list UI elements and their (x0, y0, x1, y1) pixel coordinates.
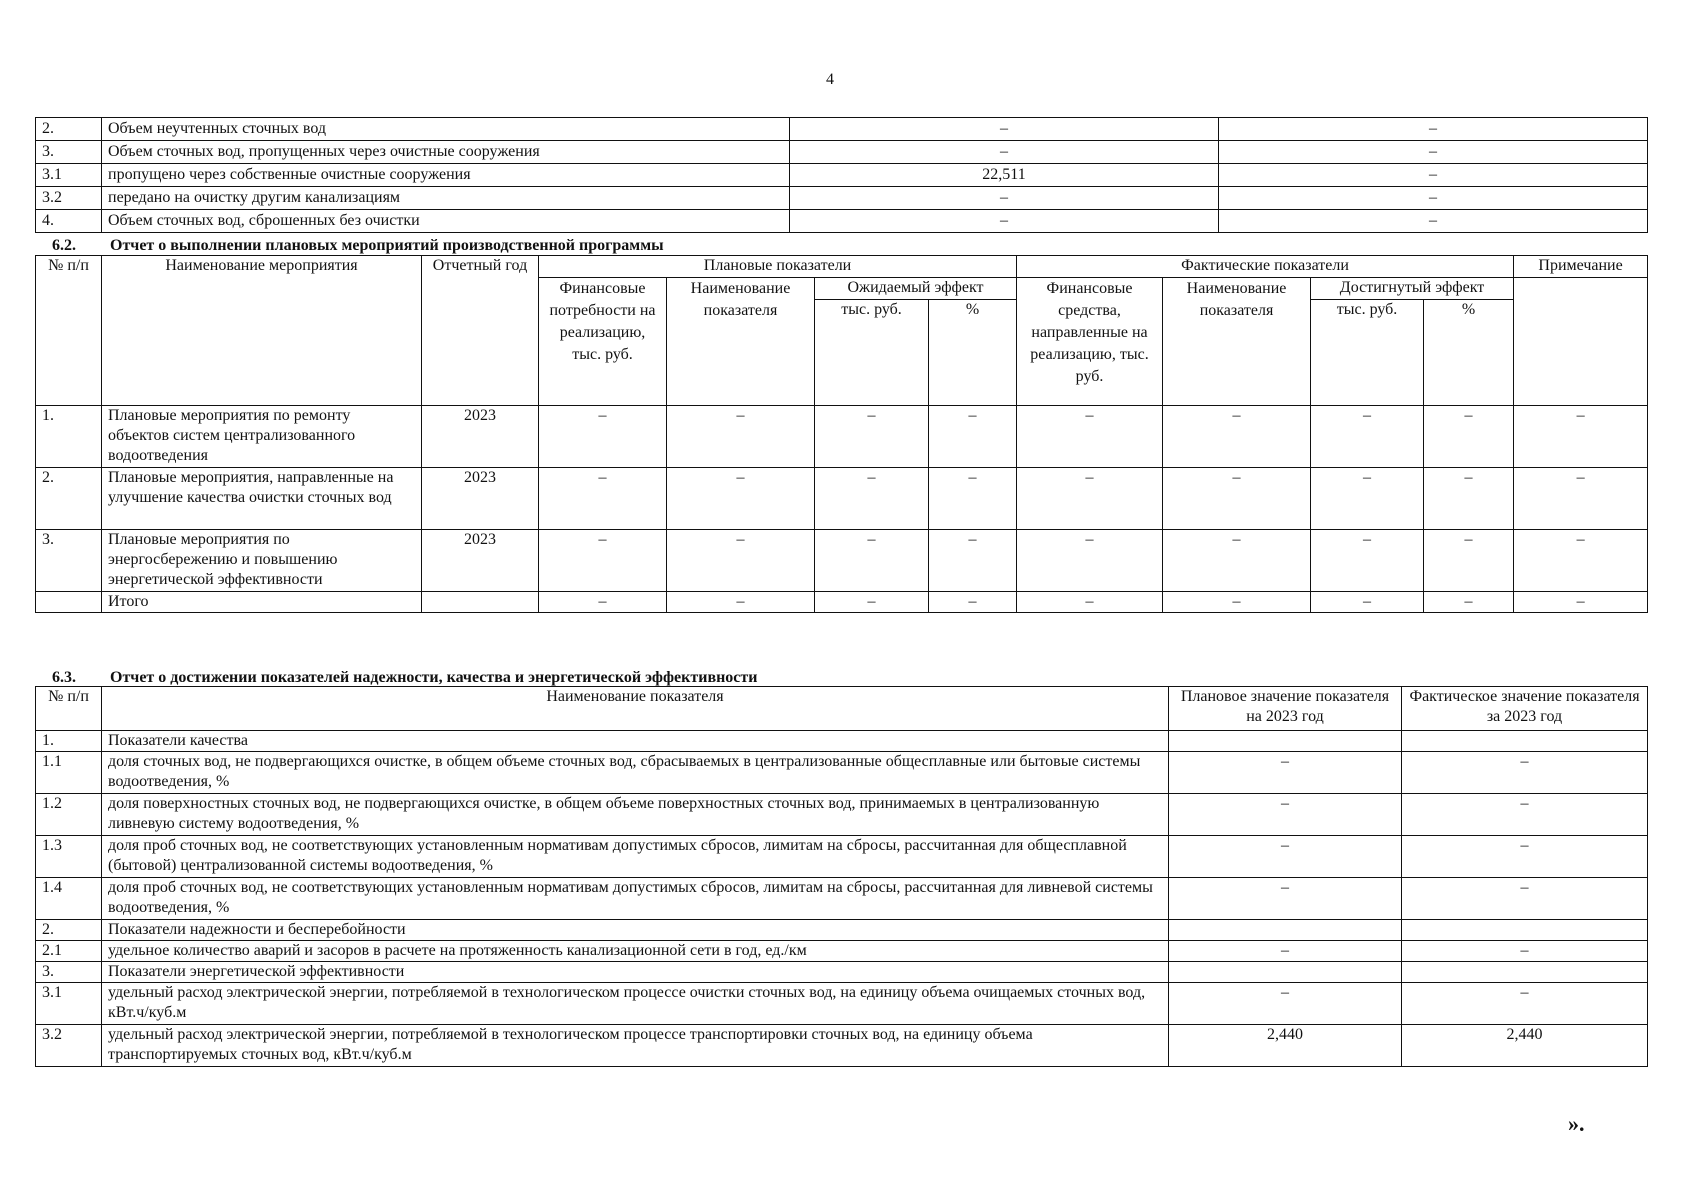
plan-value (1169, 731, 1402, 752)
table-row (36, 878, 1648, 920)
plan-value: – (1169, 983, 1402, 1025)
table-row (36, 941, 1648, 962)
table-row (36, 962, 1648, 983)
measure-value: – (1514, 468, 1648, 530)
report-year: 2023 (422, 406, 539, 468)
measure-value: – (539, 406, 667, 468)
row-number: 2. (36, 468, 102, 530)
row-number: 3.2 (36, 187, 102, 210)
row-value: – (1219, 118, 1648, 141)
plan-value (1169, 920, 1402, 941)
col-plan-value-header: Плановое значение показателя на 2023 год (1169, 687, 1402, 731)
fact-value: – (1402, 878, 1648, 920)
indicator-name: доля поверхностных сточных вод, не подвергающихся очистке, в общем объеме поверхностных сточных вод, принимаемых в централизованную ливневую систему водоотведения, % (102, 794, 1169, 836)
row-value: – (790, 187, 1219, 210)
closing-mark: ». (1568, 1111, 1585, 1136)
total-row (36, 592, 1648, 613)
report-year (422, 592, 539, 613)
row-number: 1. (36, 406, 102, 468)
total-value: – (539, 592, 667, 613)
indicator-name: Показатели энергетической эффективности (102, 962, 1169, 983)
total-value: – (1017, 592, 1163, 613)
total-value: – (667, 592, 815, 613)
fact-indicator-name-header: Наименование показателя (1163, 278, 1311, 406)
section-6-2-title: 6.2. Отчет о выполнении плановых мероприятий производственной программы (52, 237, 664, 254)
row-value: – (1219, 141, 1648, 164)
table-row (36, 406, 1648, 468)
report-year: 2023 (422, 468, 539, 530)
total-label: Итого (102, 592, 422, 613)
measure-value: – (539, 468, 667, 530)
row-name: Объем сточных вод, сброшенных без очистки (102, 210, 790, 233)
page-number: 4 (826, 71, 834, 88)
total-value: – (1514, 592, 1648, 613)
row-value: – (1219, 164, 1648, 187)
table-row (36, 118, 1648, 141)
indicator-name: доля проб сточных вод, не соответствующих установленным нормативам допустимых сбросов, лимитам на сбросы, рассчитанная для общесплавной (бытовой) централизованной системы водоотведения, % (102, 836, 1169, 878)
fact-value: – (1402, 941, 1648, 962)
row-number: 3.1 (36, 983, 102, 1025)
fact-value: – (1402, 752, 1648, 794)
col-num-header: № п/п (36, 687, 102, 731)
row-number: 1.2 (36, 794, 102, 836)
fact-value: 2,440 (1402, 1025, 1648, 1067)
fact-thous-header: тыс. руб. (1311, 300, 1424, 406)
plan-value: – (1169, 878, 1402, 920)
row-number: 1.3 (36, 836, 102, 878)
measure-value: – (1311, 468, 1424, 530)
row-number: 1.1 (36, 752, 102, 794)
fact-indicators-header: Фактические показатели (1017, 256, 1514, 278)
reliability-indicators-table (35, 686, 1648, 1067)
plan-indicators-header: Плановые показатели (539, 256, 1017, 278)
plan-indicator-name-header: Наименование показателя (667, 278, 815, 406)
fact-value (1402, 962, 1648, 983)
measure-value: – (1163, 406, 1311, 468)
col-name-header: Наименование мероприятия (102, 256, 422, 406)
plan-value (1169, 962, 1402, 983)
measure-value: – (815, 406, 929, 468)
table-row (36, 210, 1648, 233)
note-subheader (1514, 278, 1648, 406)
col-num-header: № п/п (36, 256, 102, 406)
col-indicator-name-header: Наименование показателя (102, 687, 1169, 731)
total-value: – (1424, 592, 1514, 613)
indicator-name: Показатели качества (102, 731, 1169, 752)
plan-effect-header: Ожидаемый эффект (815, 278, 1017, 300)
measure-value: – (929, 468, 1017, 530)
measure-value: – (1311, 406, 1424, 468)
row-number: 2. (36, 920, 102, 941)
planned-measures-table (35, 255, 1648, 613)
table-row (36, 983, 1648, 1025)
measure-value: – (667, 530, 815, 592)
measure-name: Плановые мероприятия, направленные на улучшение качества очистки сточных вод (102, 468, 422, 530)
row-number: 3. (36, 141, 102, 164)
table-row (36, 920, 1648, 941)
row-number (36, 592, 102, 613)
indicator-name: доля сточных вод, не подвергающихся очистке, в общем объеме сточных вод, сбрасываемых в централизованные общесплавные или бытовые системы водоотведения, % (102, 752, 1169, 794)
plan-value: – (1169, 794, 1402, 836)
plan-value: – (1169, 752, 1402, 794)
row-value: – (1219, 210, 1648, 233)
table-row (36, 468, 1648, 530)
row-name: Объем неучтенных сточных вод (102, 118, 790, 141)
measure-value: – (667, 468, 815, 530)
note-header: Примечание (1514, 256, 1648, 278)
measure-value: – (929, 406, 1017, 468)
table-row (36, 1025, 1648, 1067)
section-6-3-title: 6.3. Отчет о достижении показателей надежности, качества и энергетической эффективности (52, 669, 758, 686)
row-name: Объем сточных вод, пропущенных через очистные сооружения (102, 141, 790, 164)
total-value: – (815, 592, 929, 613)
plan-pct-header: % (929, 300, 1017, 406)
indicator-name: Показатели надежности и бесперебойности (102, 920, 1169, 941)
wastewater-volume-table (35, 117, 1648, 233)
measure-value: – (1424, 530, 1514, 592)
measure-value: – (929, 530, 1017, 592)
indicator-name: удельный расход электрической энергии, потребляемой в технологическом процессе очистки сточных вод, на единицу объема очищаемых сточных вод, кВт.ч/куб.м (102, 983, 1169, 1025)
row-value: – (790, 210, 1219, 233)
table-row (36, 187, 1648, 210)
total-value: – (929, 592, 1017, 613)
measure-value: – (815, 468, 929, 530)
row-number: 1. (36, 731, 102, 752)
measure-name: Плановые мероприятия по ремонту объектов систем централизованного водоотведения (102, 406, 422, 468)
fact-effect-header: Достигнутый эффект (1311, 278, 1514, 300)
row-number: 3. (36, 962, 102, 983)
plan-fin-header: Финансовые потребности на реализацию, тыс. руб. (539, 278, 667, 406)
measure-value: – (1424, 406, 1514, 468)
row-value: – (790, 118, 1219, 141)
row-value: – (790, 141, 1219, 164)
measure-value: – (1163, 468, 1311, 530)
table-row (36, 141, 1648, 164)
plan-value: 2,440 (1169, 1025, 1402, 1067)
table-row (36, 794, 1648, 836)
measure-value: – (1514, 406, 1648, 468)
table-row (36, 731, 1648, 752)
measure-value: – (1424, 468, 1514, 530)
measure-value: – (1514, 530, 1648, 592)
fact-value: – (1402, 983, 1648, 1025)
indicator-name: доля проб сточных вод, не соответствующих установленным нормативам допустимых сбросов, лимитам на сбросы, рассчитанная для ливневой системы водоотведения, % (102, 878, 1169, 920)
report-year: 2023 (422, 530, 539, 592)
measure-value: – (815, 530, 929, 592)
total-value: – (1311, 592, 1424, 613)
fact-pct-header: % (1424, 300, 1514, 406)
row-number: 4. (36, 210, 102, 233)
row-number: 1.4 (36, 878, 102, 920)
fact-value (1402, 920, 1648, 941)
table-row (36, 530, 1648, 592)
table-row (36, 836, 1648, 878)
measure-name: Плановые мероприятия по энергосбережению и повышению энергетической эффективности (102, 530, 422, 592)
col-fact-value-header: Фактическое значение показателя за 2023 год (1402, 687, 1648, 731)
plan-thous-header: тыс. руб. (815, 300, 929, 406)
measure-value: – (1017, 406, 1163, 468)
measure-value: – (667, 406, 815, 468)
indicator-name: удельный расход электрической энергии, потребляемой в технологическом процессе транспортировки сточных вод, на единицу объема транспортируемых сточных вод, кВт.ч/куб.м (102, 1025, 1169, 1067)
fact-value (1402, 731, 1648, 752)
row-number: 3. (36, 530, 102, 592)
row-name: передано на очистку другим канализациям (102, 187, 790, 210)
plan-value: – (1169, 836, 1402, 878)
measure-value: – (1017, 530, 1163, 592)
fact-value: – (1402, 794, 1648, 836)
fact-value: – (1402, 836, 1648, 878)
row-number: 2.1 (36, 941, 102, 962)
plan-value: – (1169, 941, 1402, 962)
col-year-header: Отчетный год (422, 256, 539, 406)
row-name: пропущено через собственные очистные сооружения (102, 164, 790, 187)
measure-value: – (1017, 468, 1163, 530)
fact-fin-header: Финансовые средства, направленные на реализацию, тыс. руб. (1017, 278, 1163, 406)
row-number: 3.1 (36, 164, 102, 187)
row-number: 2. (36, 118, 102, 141)
row-value: – (1219, 187, 1648, 210)
table-row (36, 752, 1648, 794)
measure-value: – (1163, 530, 1311, 592)
indicator-name: удельное количество аварий и засоров в расчете на протяженность канализационной сети в год, ед./км (102, 941, 1169, 962)
measure-value: – (539, 530, 667, 592)
total-value: – (1163, 592, 1311, 613)
measure-value: – (1311, 530, 1424, 592)
row-number: 3.2 (36, 1025, 102, 1067)
row-value: 22,511 (790, 164, 1219, 187)
table-row (36, 164, 1648, 187)
